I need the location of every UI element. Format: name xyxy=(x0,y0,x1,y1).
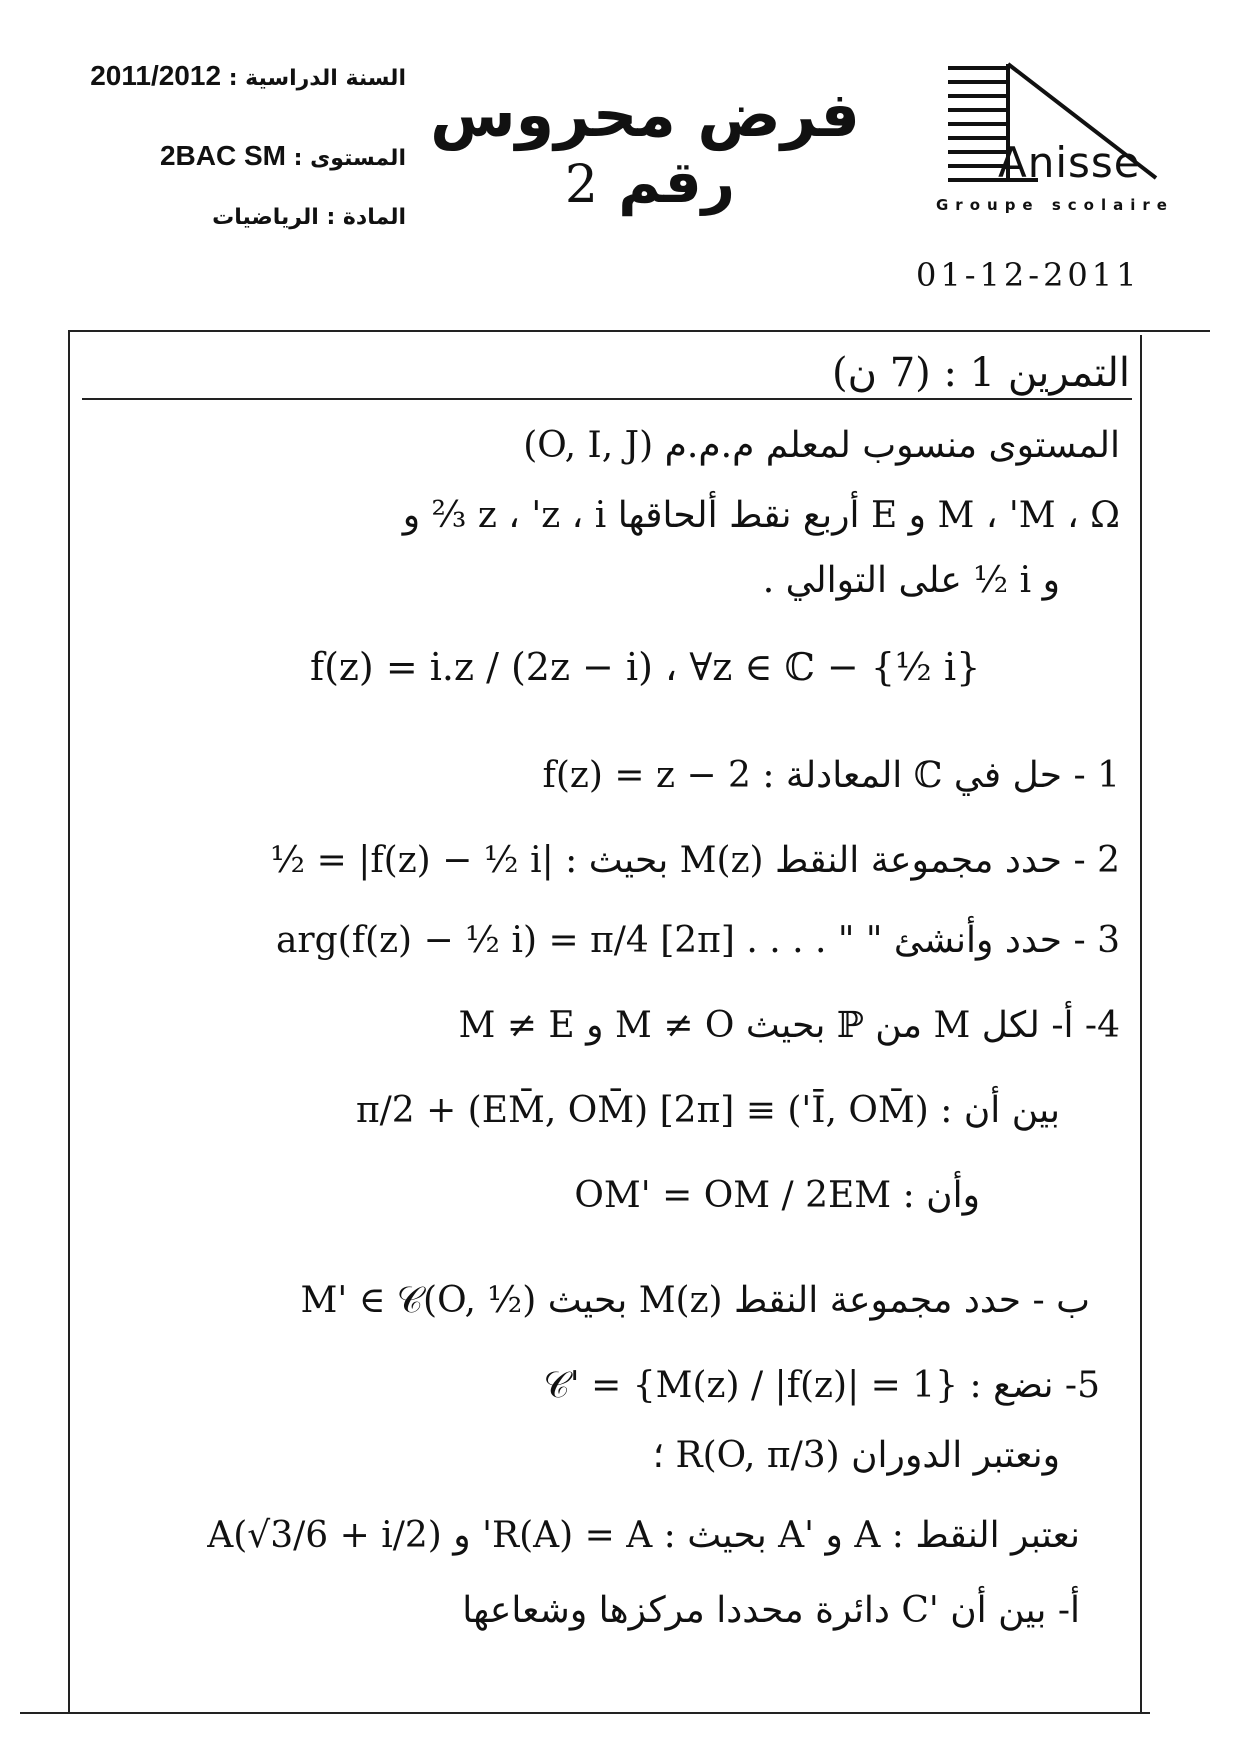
page-title: فرض محروس xyxy=(430,78,860,151)
subject-label: المادة : xyxy=(326,205,406,230)
logo-name: Anisse xyxy=(998,138,1141,187)
frame-left-border xyxy=(68,330,70,1712)
frame-right-border xyxy=(1140,335,1142,1712)
exam-number-label: رقم xyxy=(618,148,736,216)
exam-number-value: 2 xyxy=(564,155,599,215)
level-row xyxy=(100,140,406,172)
exercise-title: التمرين 1 : (7 ن) xyxy=(832,350,1130,396)
school-year: 2011/2012 xyxy=(90,60,222,91)
question-4-b: وأن : OM' = OM / 2EM xyxy=(574,1175,980,1216)
exercise-header-rule xyxy=(82,398,1132,400)
frame-top-border xyxy=(68,330,1210,332)
school-year-label: السنة الدراسية : xyxy=(228,66,406,91)
question-1: 1 - حل في ℂ المعادلة : f(z) = z − 2 xyxy=(542,755,1120,796)
school-year-row xyxy=(66,60,406,92)
question-5-rotation: ونعتبر الدوران R(O, π/3) ؛ xyxy=(652,1435,1060,1476)
question-4-c: ب - حدد مجموعة النقط M(z) بحيث M' ∈ 𝒞(O, ½) xyxy=(300,1280,1090,1321)
logo-subtitle: Groupe scolaire xyxy=(936,196,1174,214)
question-2: 2 - حدد مجموعة النقط M(z) بحيث : |f(z) − ½ i| = ½ xyxy=(270,840,1120,881)
exercise-intro-1: المستوى منسوب لمعلم م.م.م (O, I, J) xyxy=(523,425,1120,466)
question-5-a: أ- بين أن 'C دائرة محددا مركزها وشعاعها xyxy=(462,1590,1080,1631)
question-5-title: 5- نضع : 𝒞' = {M(z) / |f(z)| = 1} xyxy=(543,1365,1100,1406)
subject: الرياضيات xyxy=(212,205,319,230)
frame-bottom-border xyxy=(20,1712,1150,1714)
question-5-points: نعتبر النقط : A و 'A بحيث : R(A) = A' و A(√3/6 + i/2) xyxy=(207,1515,1080,1556)
exam-number xyxy=(520,148,780,216)
subject-row xyxy=(160,205,406,230)
level: 2BAC SM xyxy=(159,140,286,171)
level-label: المستوى : xyxy=(293,146,406,171)
exam-date: 01-12-2011 xyxy=(916,256,1141,294)
function-definition: f(z) = i.z / (2z − i) ، ∀z ∈ ℂ − {½ i} xyxy=(310,645,981,689)
exercise-intro-3: و i ½ على التوالي . xyxy=(762,560,1060,601)
question-4-title: 4- أ- لكل M من ℙ بحيث M ≠ O و M ≠ E xyxy=(458,1005,1120,1046)
question-4-a: بين أن : (Ī, OM̄') ≡ π/2 + (EM̄, OM̄) [2π] xyxy=(355,1090,1060,1131)
exercise-intro-2: M ، 'M ، Ω و E أربع نقط ألحاقها z ، 'z ، i ⅔ و xyxy=(402,495,1120,536)
question-3: 3 - حدد وأنشئ " " . . . . arg(f(z) − ½ i) = π/4 [2π] xyxy=(275,920,1120,961)
